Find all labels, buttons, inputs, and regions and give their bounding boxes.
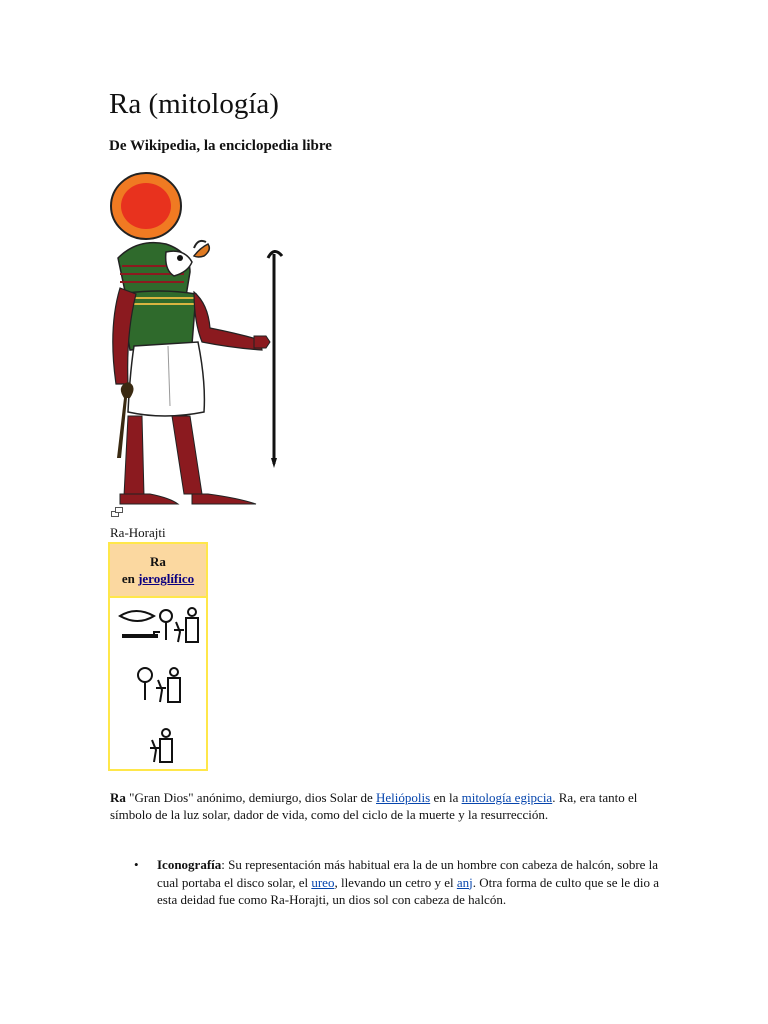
- ra-horajti-image[interactable]: [108, 168, 288, 513]
- bullet-dot: •: [134, 857, 139, 872]
- infobox-subtitle: [110, 570, 206, 587]
- ureo-link[interactable]: ureo: [311, 874, 335, 890]
- intro-bold-name: Ra: [110, 790, 126, 805]
- hieroglyph-infobox: [108, 542, 208, 771]
- intro-text-1: "Gran Dios" anónimo, demiurgo, dios Solar de: [125, 790, 377, 805]
- page-title: Ra (mitología): [109, 88, 279, 120]
- iconography-list: [110, 856, 670, 909]
- enlarge-icon[interactable]: [111, 507, 123, 517]
- intro-text-2: en la: [430, 790, 462, 805]
- intro-text-3: . Ra, era tanto el símbolo de la luz solar, dador de vida, como del ciclo de la muerte y la resurrección.: [110, 790, 638, 822]
- intro-paragraph: [110, 789, 650, 823]
- infobox-prefix: en: [121, 571, 139, 586]
- iconography-text-1: : Su representación más habitual era la de un hombre con cabeza de halcón, sobre la cual portaba el disco solar, el: [157, 857, 659, 890]
- page-subtitle: De Wikipedia, la enciclopedia libre: [109, 138, 332, 154]
- iconography-text-3: . Otra forma de culto que se le dio a esta deidad fue como Ra-Horajti, un dios sol con cabeza de halcón.: [157, 874, 659, 907]
- iconography-text-2: , llevando un cetro y el: [334, 874, 457, 890]
- hieroglyph-row-1: [118, 604, 202, 646]
- infobox-name: Ra: [150, 554, 166, 569]
- iconography-label: Iconografía: [157, 857, 222, 872]
- list-item: [110, 856, 670, 909]
- infobox-header: [110, 544, 206, 598]
- mitologia-egipcia-link[interactable]: mitología egipcia: [461, 790, 553, 805]
- hieroglyph-row-3: [148, 728, 174, 764]
- heliopolis-link[interactable]: Heliópolis: [376, 790, 431, 805]
- anj-link[interactable]: anj: [456, 874, 473, 890]
- hieroglyph-row-2: [136, 666, 184, 704]
- jeroglifico-link[interactable]: jeroglífico: [138, 571, 195, 586]
- image-caption: Ra-Horajti: [110, 525, 166, 540]
